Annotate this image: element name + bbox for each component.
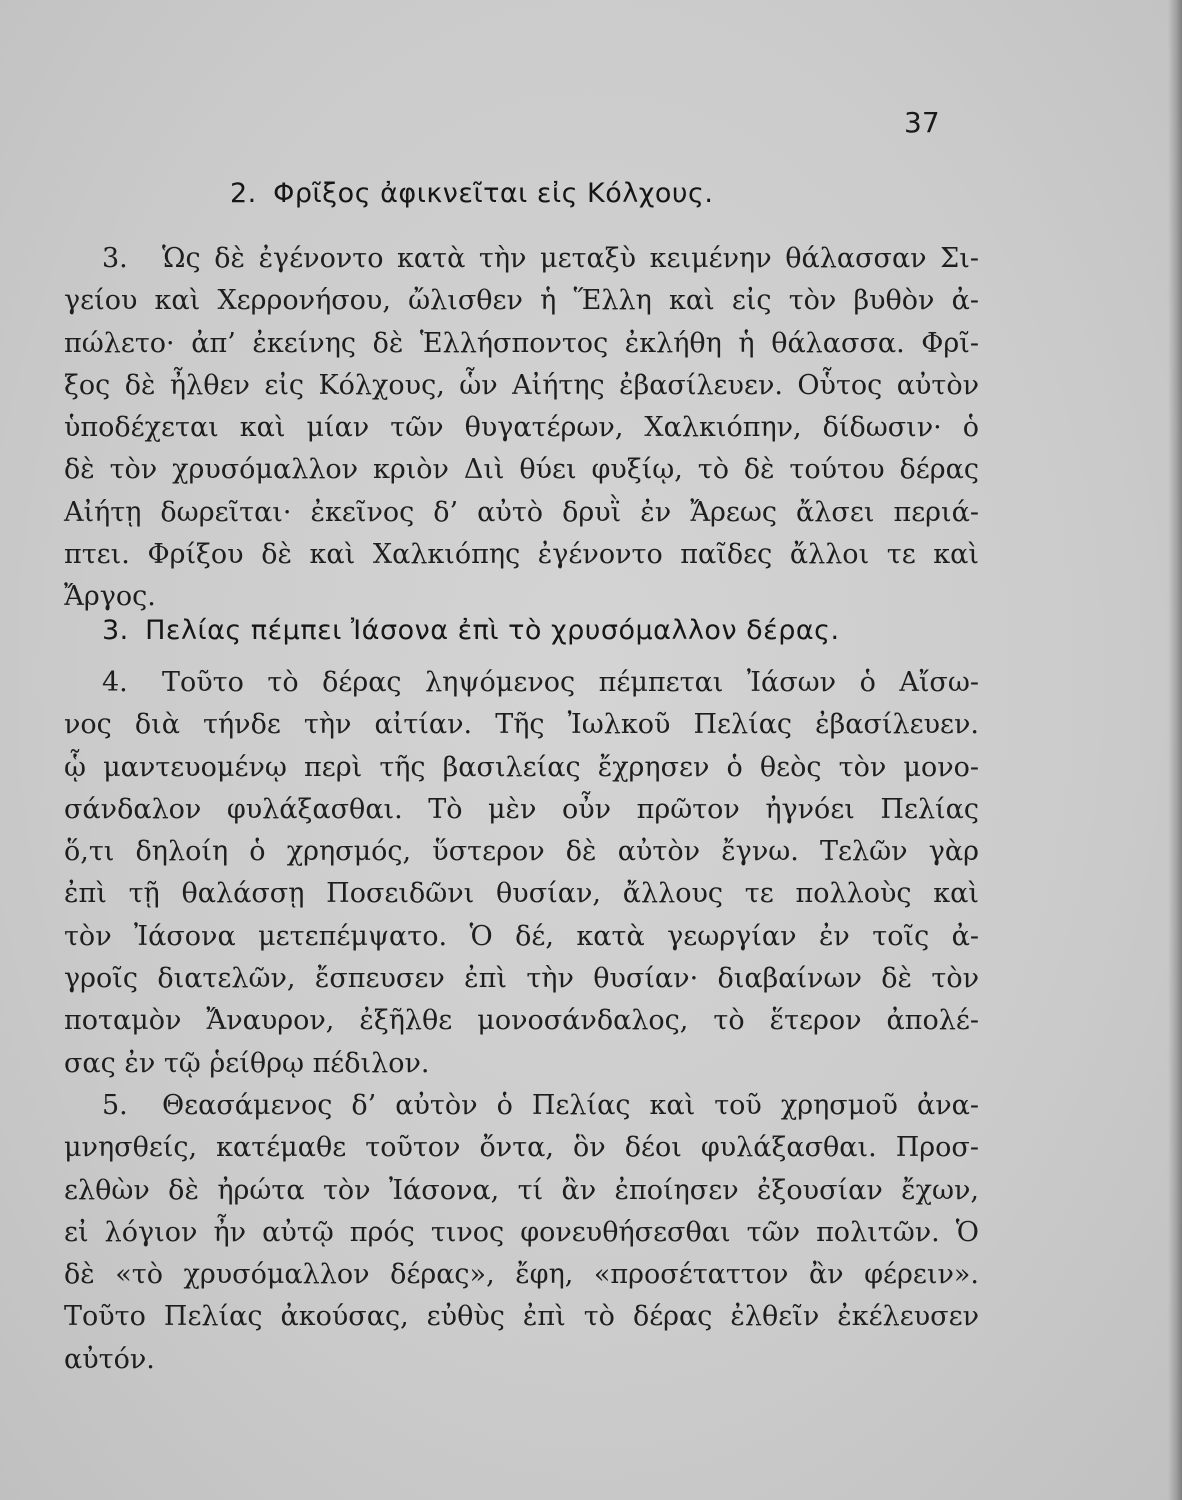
text-line: δὲ «τὸ χρυσόμαλλον δέρας», ἔφη, «προσέταττον ἂν φέρειν». <box>64 1259 979 1291</box>
text-line: Αἰήτῃ δωρεῖται· ἐκεῖνος δ’ αὐτὸ δρυῒ ἐν Ἄρεως ἄλσει περιά- <box>64 496 979 528</box>
text-line: γείου καὶ Χερρονήσου, ὤλισθεν ἡ Ἕλλη καὶ εἰς τὸν βυθὸν ἀ- <box>64 285 979 317</box>
text-line: 3. Ὡς δὲ ἐγένοντο κατὰ τὴν μεταξὺ κειμένην θάλασσαν Σι- <box>64 238 979 280</box>
text-line: σάνδαλον φυλάξασθαι. Τὸ μὲν οὖν πρῶτον ἠγνόει Πελίας <box>64 793 979 825</box>
page-edge-shadow <box>1168 0 1182 1500</box>
paragraph-3 <box>64 238 979 619</box>
paragraph-5-number: 5. <box>102 1090 128 1121</box>
paragraph-4-number: 4. <box>102 667 128 698</box>
section-2-heading <box>230 178 713 209</box>
text-line: εἰ λόγιον ἦν αὐτῷ πρός τινος φονευθήσεσθαι τῶν πολιτῶν. Ὁ <box>64 1216 979 1248</box>
text-line: ελθὼν δὲ ἠρώτα τὸν Ἰάσονα, τί ἂν ἐποίησεν ἐξουσίαν ἔχων, <box>64 1174 979 1206</box>
text-line: πώλετο· ἀπ’ ἐκείνης δὲ Ἑλλήσποντος ἐκλήθη ἡ θάλασσα. Φρῖ- <box>64 327 979 359</box>
text-line: ἐπὶ τῇ θαλάσσῃ Ποσειδῶνι θυσίαν, ἄλλους τε πολλοὺς καὶ <box>64 878 979 910</box>
paragraph-3-number: 3. <box>102 243 128 274</box>
section-3-heading <box>102 615 840 646</box>
section-3-title: Πελίας πέμπει Ἰάσονα ἐπὶ τὸ χρυσόμαλλον δέρας. <box>145 615 840 646</box>
text-line: πτει. Φρίξου δὲ καὶ Χαλκιόπης ἐγένοντο παῖδες ἄλλοι τε καὶ <box>64 539 979 571</box>
section-2-title: Φρῖξος ἀφικνεῖται εἰς Κόλχους. <box>273 178 714 209</box>
text-line: Ἄργος. <box>64 581 156 613</box>
section-2-number: 2. <box>230 178 257 209</box>
text-line: Τοῦτο Πελίας ἀκούσας, εὐθὺς ἐπὶ τὸ δέρας ἐλθεῖν ἐκέλευσεν <box>64 1301 979 1333</box>
text-line: ᾧ μαντευομένῳ περὶ τῆς βασιλείας ἔχρησεν ὁ θεὸς τὸν μονο- <box>64 751 979 783</box>
paragraph-5 <box>64 1085 979 1381</box>
text-line: 4. Τοῦτο τὸ δέρας ληψόμενος πέμπεται Ἰάσων ὁ Αἴσω- <box>64 662 979 704</box>
text-line: αὐτόν. <box>64 1343 155 1375</box>
text-line: γροῖς διατελῶν, ἔσπευσεν ἐπὶ τὴν θυσίαν· διαβαίνων δὲ τὸν <box>64 963 979 995</box>
page-number: 37 <box>904 106 940 139</box>
text-line: ποταμὸν Ἄναυρον, ἐξῆλθε μονοσάνδαλος, τὸ ἕτερον ἀπολέ- <box>64 1005 979 1037</box>
section-3-number: 3. <box>102 615 129 646</box>
text-line: νος διὰ τήνδε τὴν αἰτίαν. Τῆς Ἰωλκοῦ Πελίας ἐβασίλευεν. <box>64 709 979 741</box>
text-line: σας ἐν τῷ ῥείθρῳ πέδιλον. <box>64 1047 430 1079</box>
text-line: ὑποδέχεται καὶ μίαν τῶν θυγατέρων, Χαλκιόπην, δίδωσιν· ὁ <box>64 412 979 444</box>
text-line: 5. Θεασάμενος δ’ αὐτὸν ὁ Πελίας καὶ τοῦ χρησμοῦ ἀνα- <box>64 1085 979 1127</box>
text-line: μνησθείς, κατέμαθε τοῦτον ὄντα, ὃν δέοι φυλάξασθαι. Προσ- <box>64 1132 979 1164</box>
text-line: ξος δὲ ἦλθεν εἰς Κόλχους, ὧν Αἰήτης ἐβασίλευεν. Οὗτος αὐτὸν <box>64 369 979 401</box>
paragraph-4 <box>64 662 979 1085</box>
text-line: δὲ τὸν χρυσόμαλλον κριὸν Διὶ θύει φυξίῳ, τὸ δὲ τούτου δέρας <box>64 454 979 486</box>
text-line: ὅ,τι δηλοίη ὁ χρησμός, ὕστερον δὲ αὐτὸν ἔγνω. Τελῶν γὰρ <box>64 836 979 868</box>
text-line: τὸν Ἰάσονα μετεπέμψατο. Ὁ δέ, κατὰ γεωργίαν ἐν τοῖς ἀ- <box>64 920 979 952</box>
